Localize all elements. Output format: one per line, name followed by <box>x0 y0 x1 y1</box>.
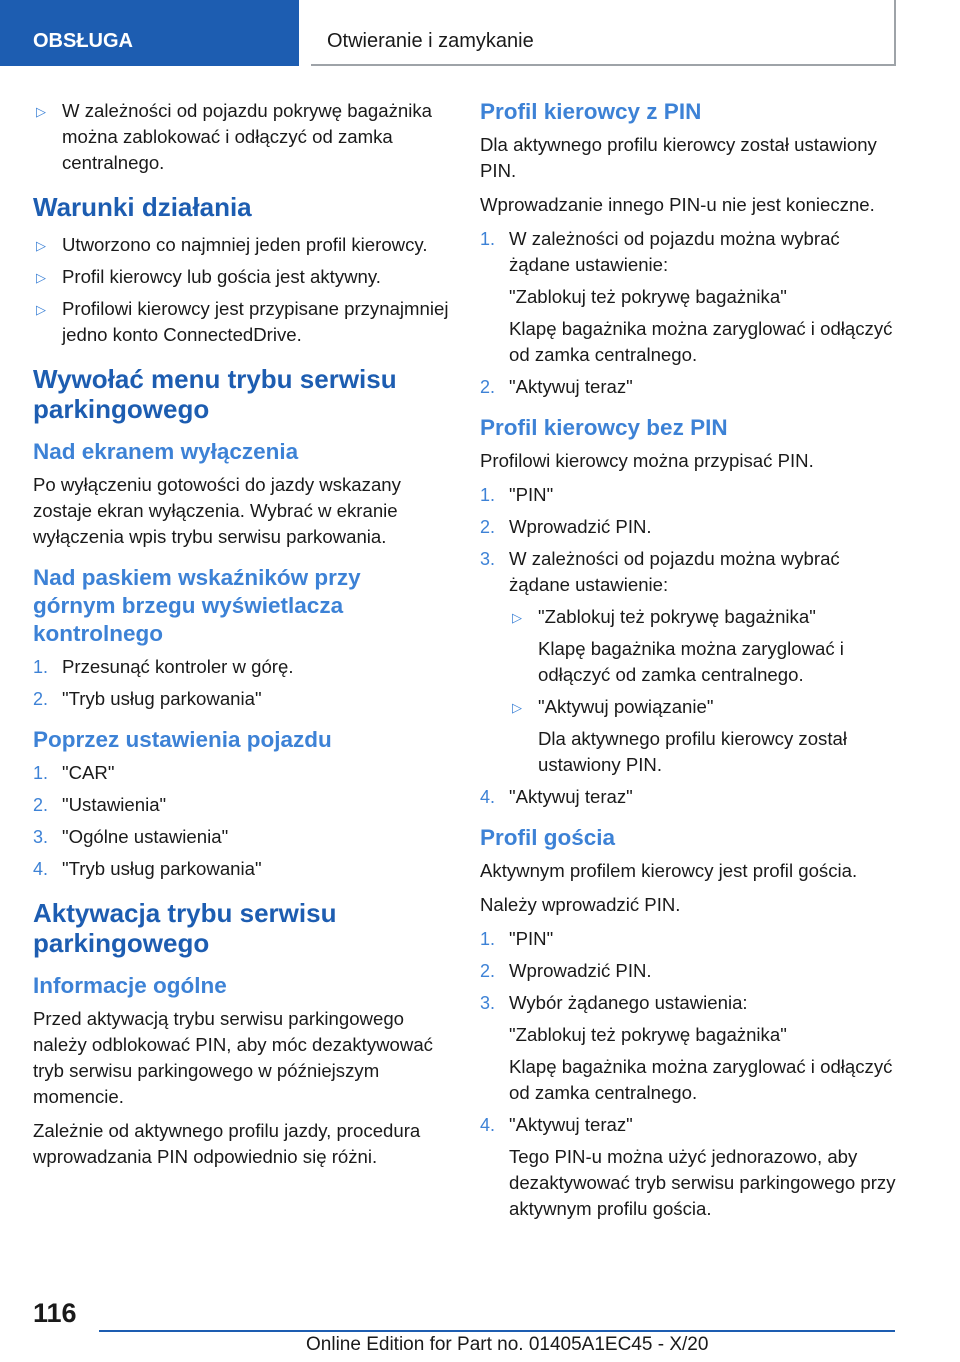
list-item: 1. "CAR" <box>33 760 449 786</box>
step-description: Tego PIN-u można użyć jednorazowo, aby dezaktywować tryb serwisu parkingowego przy aktywnym profilu gościa. <box>509 1146 896 1219</box>
list-item: 3. Wybór żądanego ustawienia: "Zablokuj też pokrywę bagażnika" Klapę bagażnika można zaryglować i odłączyć od zamka centralnego. <box>480 990 900 1106</box>
paragraph: Aktywnym profilem kierowcy jest profil gościa. <box>480 860 858 881</box>
list-item: 1. W zależności od pojazdu można wybrać żądane ustawienie: "Zablokuj też pokrywę bagażnika" Klapę bagażnika można zaryglować i odłączyć od zamka centralnego. <box>480 226 900 368</box>
option-label: "Aktywuj powiązanie" <box>538 696 714 717</box>
step-number: 1. <box>33 657 49 677</box>
triangle-right-icon: ▷ <box>36 302 46 317</box>
step-number: 4. <box>480 787 496 807</box>
triangle-right-icon: ▷ <box>512 610 522 625</box>
list-item: ▷ Profilowi kierowcy jest przypisane przynajmniej jedno konto ConnectedDrive. <box>36 298 449 345</box>
list-item: ▷ W zależności od pojazdu pokrywę bagażnika można zablokować i odłączyć od zamka centralnego. <box>36 100 433 173</box>
triangle-right-icon: ▷ <box>36 270 46 285</box>
section-heading: Warunki działania <box>33 192 252 222</box>
list-item: 1. Przesunąć kontroler w górę. <box>33 654 449 680</box>
step-number: 1. <box>33 763 49 783</box>
paragraph: Zależnie od aktywnego profilu jazdy, procedura wprowadzania PIN odpowiednio się różni. <box>33 1120 421 1167</box>
right-column <box>480 98 900 1228</box>
subsection-heading: Informacje ogólne <box>33 973 227 998</box>
triangle-right-icon: ▷ <box>512 700 522 715</box>
list-item: 2. Wprowadzić PIN. <box>480 958 900 984</box>
step-number: 2. <box>33 689 49 709</box>
triangle-right-icon: ▷ <box>36 104 46 119</box>
triangle-right-icon: ▷ <box>36 238 46 253</box>
step-number: 2. <box>33 795 49 815</box>
list-item: 2. "Aktywuj teraz" <box>480 374 900 400</box>
step-number: 1. <box>480 485 496 505</box>
option-label: "Zablokuj też pokrywę bagażnika" <box>509 1024 787 1045</box>
step-number: 3. <box>33 827 49 847</box>
list-item: 4. "Aktywuj teraz" Tego PIN-u można użyć jednorazowo, aby dezaktywować tryb serwisu parkingowego przy aktywnym profilu gościa. <box>480 1112 900 1222</box>
subsection-heading: Profil kierowcy bez PIN <box>480 415 728 440</box>
subsection-heading: Poprzez ustawienia pojazdu <box>33 727 332 752</box>
step-number: 1. <box>480 929 496 949</box>
list-item: 3. "Ogólne ustawienia" <box>33 824 449 850</box>
list-item: 2. "Ustawienia" <box>33 792 449 818</box>
list-item: 1. "PIN" <box>480 926 900 952</box>
step-number: 3. <box>480 549 496 569</box>
list-item: 3. W zależności od pojazdu można wybrać żądane ustawienie: ▷ "Zablokuj też pokrywę bagażnika" Klapę bagażnika można zaryglować i odłączyć od zamka centralnego. ▷ "Aktywuj powiązanie" Dla aktywnego profilu kierowcy został ustawiony PIN. <box>480 546 900 778</box>
page-number: 116 <box>33 1298 77 1328</box>
step-number: 1. <box>480 229 496 249</box>
paragraph: Wprowadzanie innego PIN-u nie jest konieczne. <box>480 194 875 215</box>
subsection-heading: Profil kierowcy z PIN <box>480 99 702 124</box>
option-description: Klapę bagażnika można zaryglować i odłączyć od zamka centralnego. <box>509 318 893 365</box>
step-number: 4. <box>480 1115 496 1135</box>
step-number: 2. <box>480 377 496 397</box>
step-number: 2. <box>480 517 496 537</box>
step-number: 2. <box>480 961 496 981</box>
paragraph: Profilowi kierowcy można przypisać PIN. <box>480 450 814 471</box>
option-description: Klapę bagażnika można zaryglować i odłączyć od zamka centralnego. <box>509 1056 893 1103</box>
edition-text: Online Edition for Part no. 01405A1EC45 - X/20 <box>306 1334 709 1355</box>
section-heading: Aktywacja trybu serwisu parkingowego <box>33 898 337 958</box>
left-column <box>33 98 449 1178</box>
page-header <box>0 0 960 66</box>
subsection-heading: Nad ekranem wyłączenia <box>33 439 299 464</box>
paragraph: Przed aktywacją trybu serwisu parkingowego należy odblokować PIN, aby móc dezaktywować tryb serwisu parkingowego w późniejszym momencie. <box>33 1008 433 1107</box>
section-tab: OBSŁUGA <box>0 0 299 66</box>
list-item: 2. "Tryb usług parkowania" <box>33 686 449 712</box>
chapter-title: Otwieranie i zamykanie <box>311 0 896 66</box>
list-item: 2. Wprowadzić PIN. <box>480 514 900 540</box>
option-description: Klapę bagażnika można zaryglować i odłączyć od zamka centralnego. <box>538 638 844 685</box>
option-description: Dla aktywnego profilu kierowcy został ustawiony PIN. <box>538 728 847 775</box>
section-heading: Wywołać menu trybu serwisu parkingowego <box>33 364 397 424</box>
list-item: 4. "Tryb usług parkowania" <box>33 856 449 882</box>
step-number: 3. <box>480 993 496 1013</box>
option-label: "Zablokuj też pokrywę bagażnika" <box>538 606 816 627</box>
list-item: 1. "PIN" <box>480 482 900 508</box>
sub-list-item <box>509 694 900 778</box>
sub-list-item <box>509 604 900 688</box>
list-item: 4. "Aktywuj teraz" <box>480 784 900 810</box>
subsection-heading: Profil gościa <box>480 825 616 850</box>
paragraph: Dla aktywnego profilu kierowcy został ustawiony PIN. <box>480 134 877 181</box>
paragraph: Należy wprowadzić PIN. <box>480 894 681 915</box>
paragraph: Po wyłączeniu gotowości do jazdy wskazany zostaje ekran wyłączenia. Wybrać w ekranie wyłączenia wpis trybu serwisu parkowania. <box>33 474 401 547</box>
subsection-heading: Nad paskiem wskaźników przy górnym brzegu wyświetlacza kontrolnego <box>33 565 361 646</box>
step-number: 4. <box>33 859 49 879</box>
list-item: ▷ Utworzono co najmniej jeden profil kierowcy. <box>33 232 449 258</box>
option-label: "Zablokuj też pokrywę bagażnika" <box>509 286 787 307</box>
footer-divider <box>99 1330 895 1332</box>
list-item: ▷ Profil kierowcy lub gościa jest aktywny. <box>33 264 449 290</box>
